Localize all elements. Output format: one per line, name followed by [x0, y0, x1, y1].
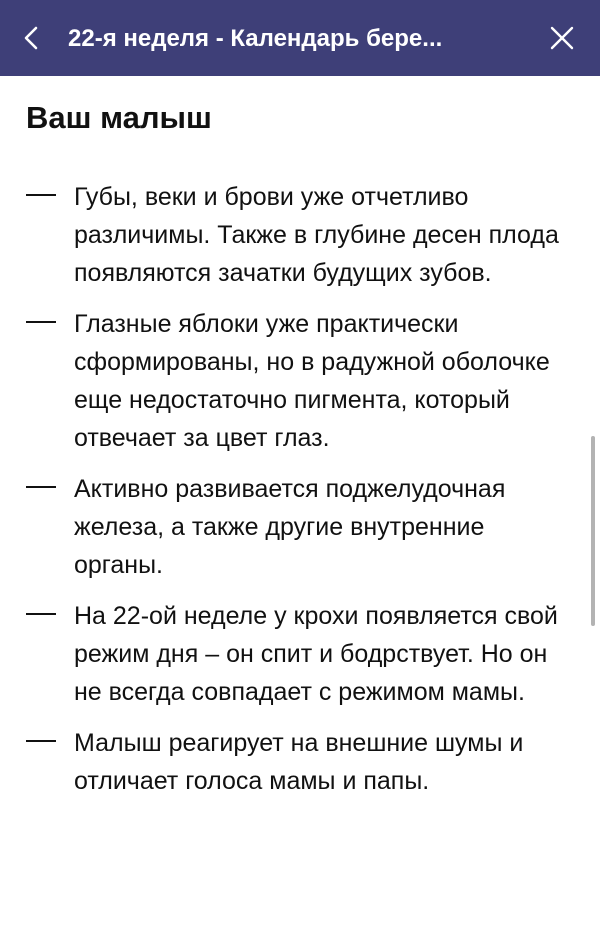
back-button[interactable]: [14, 20, 50, 56]
close-icon: [546, 22, 578, 54]
list-item-text: Активно развивается поджелудочная железа, а также другие внутренние органы.: [74, 475, 506, 579]
close-button[interactable]: [546, 22, 578, 54]
list-item: [0, 724, 600, 800]
chevron-left-icon: [14, 20, 50, 56]
list-item: [0, 305, 600, 457]
list-item: [0, 470, 600, 584]
list-item-text: Малыш реагирует на внешние шумы и отличает голоса мамы и папы.: [74, 729, 524, 795]
scrollbar[interactable]: [591, 436, 595, 626]
article-content: [0, 76, 600, 929]
list-item: [0, 597, 600, 711]
dash-bullet: [26, 194, 56, 196]
list-item-text: Губы, веки и брови уже отчетливо различимы. Также в глубине десен плода появляются зачатки будущих зубов.: [74, 183, 559, 287]
section-title: Ваш малыш: [26, 100, 212, 135]
top-bar: [0, 0, 600, 76]
page-title: 22-я неделя - Календарь бере...: [68, 25, 443, 52]
list-item-text: На 22-ой неделе у крохи появляется свой режим дня – он спит и бодрствует. Но он не всегда совпадает с режимом мамы.: [74, 602, 558, 706]
dash-bullet: [26, 486, 56, 488]
facts-list: [0, 178, 600, 813]
dash-bullet: [26, 613, 56, 615]
list-item: [0, 178, 600, 292]
dash-bullet: [26, 321, 56, 323]
list-item-text: Глазные яблоки уже практически сформированы, но в радужной оболочке еще недостаточно пигмента, который отвечает за цвет глаз.: [74, 310, 550, 452]
dash-bullet: [26, 740, 56, 742]
